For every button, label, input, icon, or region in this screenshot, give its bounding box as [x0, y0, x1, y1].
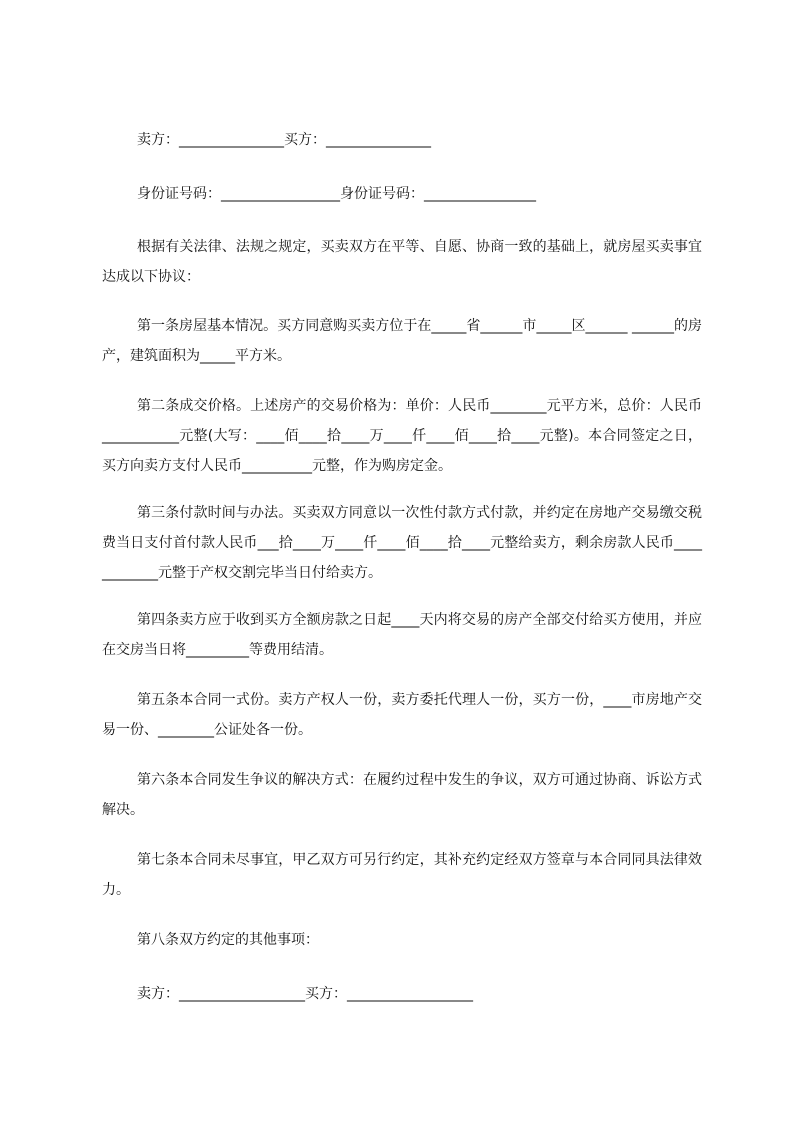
article-8-paragraph: 第八条双方约定的其他事项：: [137, 932, 319, 948]
article-4-paragraph: 第四条卖方应于收到买方全额房款之日起____天内将交易的房产全部交付给买方使用，并应在交房当日将_________等费用结清。: [102, 612, 702, 658]
article-1-paragraph: 第一条房屋基本情况。买方同意购买卖方位于在_____省______市_____区______ ______的房产，建筑面积为_____平方米。: [102, 318, 702, 364]
seller-buyer-header: 卖方：_______________买方：_______________: [137, 132, 431, 148]
signature-line: 卖方：__________________买方：__________________: [137, 986, 473, 1002]
preamble-paragraph: 根据有关法律、法规之规定，买卖双方在平等、自愿、协商一致的基础上，就房屋买卖事宜达成以下协议：: [102, 239, 702, 285]
id-number-line: 身份证号码：_________________身份证号码：________________: [137, 186, 536, 202]
article-2-paragraph: 第二条成交价格。上述房产的交易价格为：单价：人民币________元平方米，总价：人民币___________元整(大写：____佰____拾____万____仟____佰____拾____元整)。本合同签定之日，买方向卖方支付人民币__________元整，作为购房定金。: [102, 398, 702, 474]
article-3-paragraph: 第三条付款时间与办法。买卖双方同意以一次性付款方式付款，并约定在房地产交易缴交税费当日支付首付款人民币___拾____万____仟____佰____拾____元整给卖方，剩余房款人民币____________元整于产权交割完毕当日付给卖方。: [102, 505, 702, 581]
article-7-paragraph: 第七条本合同未尽事宜，甲乙双方可另行约定，其补充约定经双方签章与本合同同具法律效力。: [102, 852, 702, 898]
article-6-paragraph: 第六条本合同发生争议的解决方式：在履约过程中发生的争议，双方可通过协商、诉讼方式解决。: [102, 772, 702, 818]
article-5-paragraph: 第五条本合同一式份。卖方产权人一份，卖方委托代理人一份，买方一份，____市房地产交易一份、________公证处各一份。: [102, 692, 702, 738]
